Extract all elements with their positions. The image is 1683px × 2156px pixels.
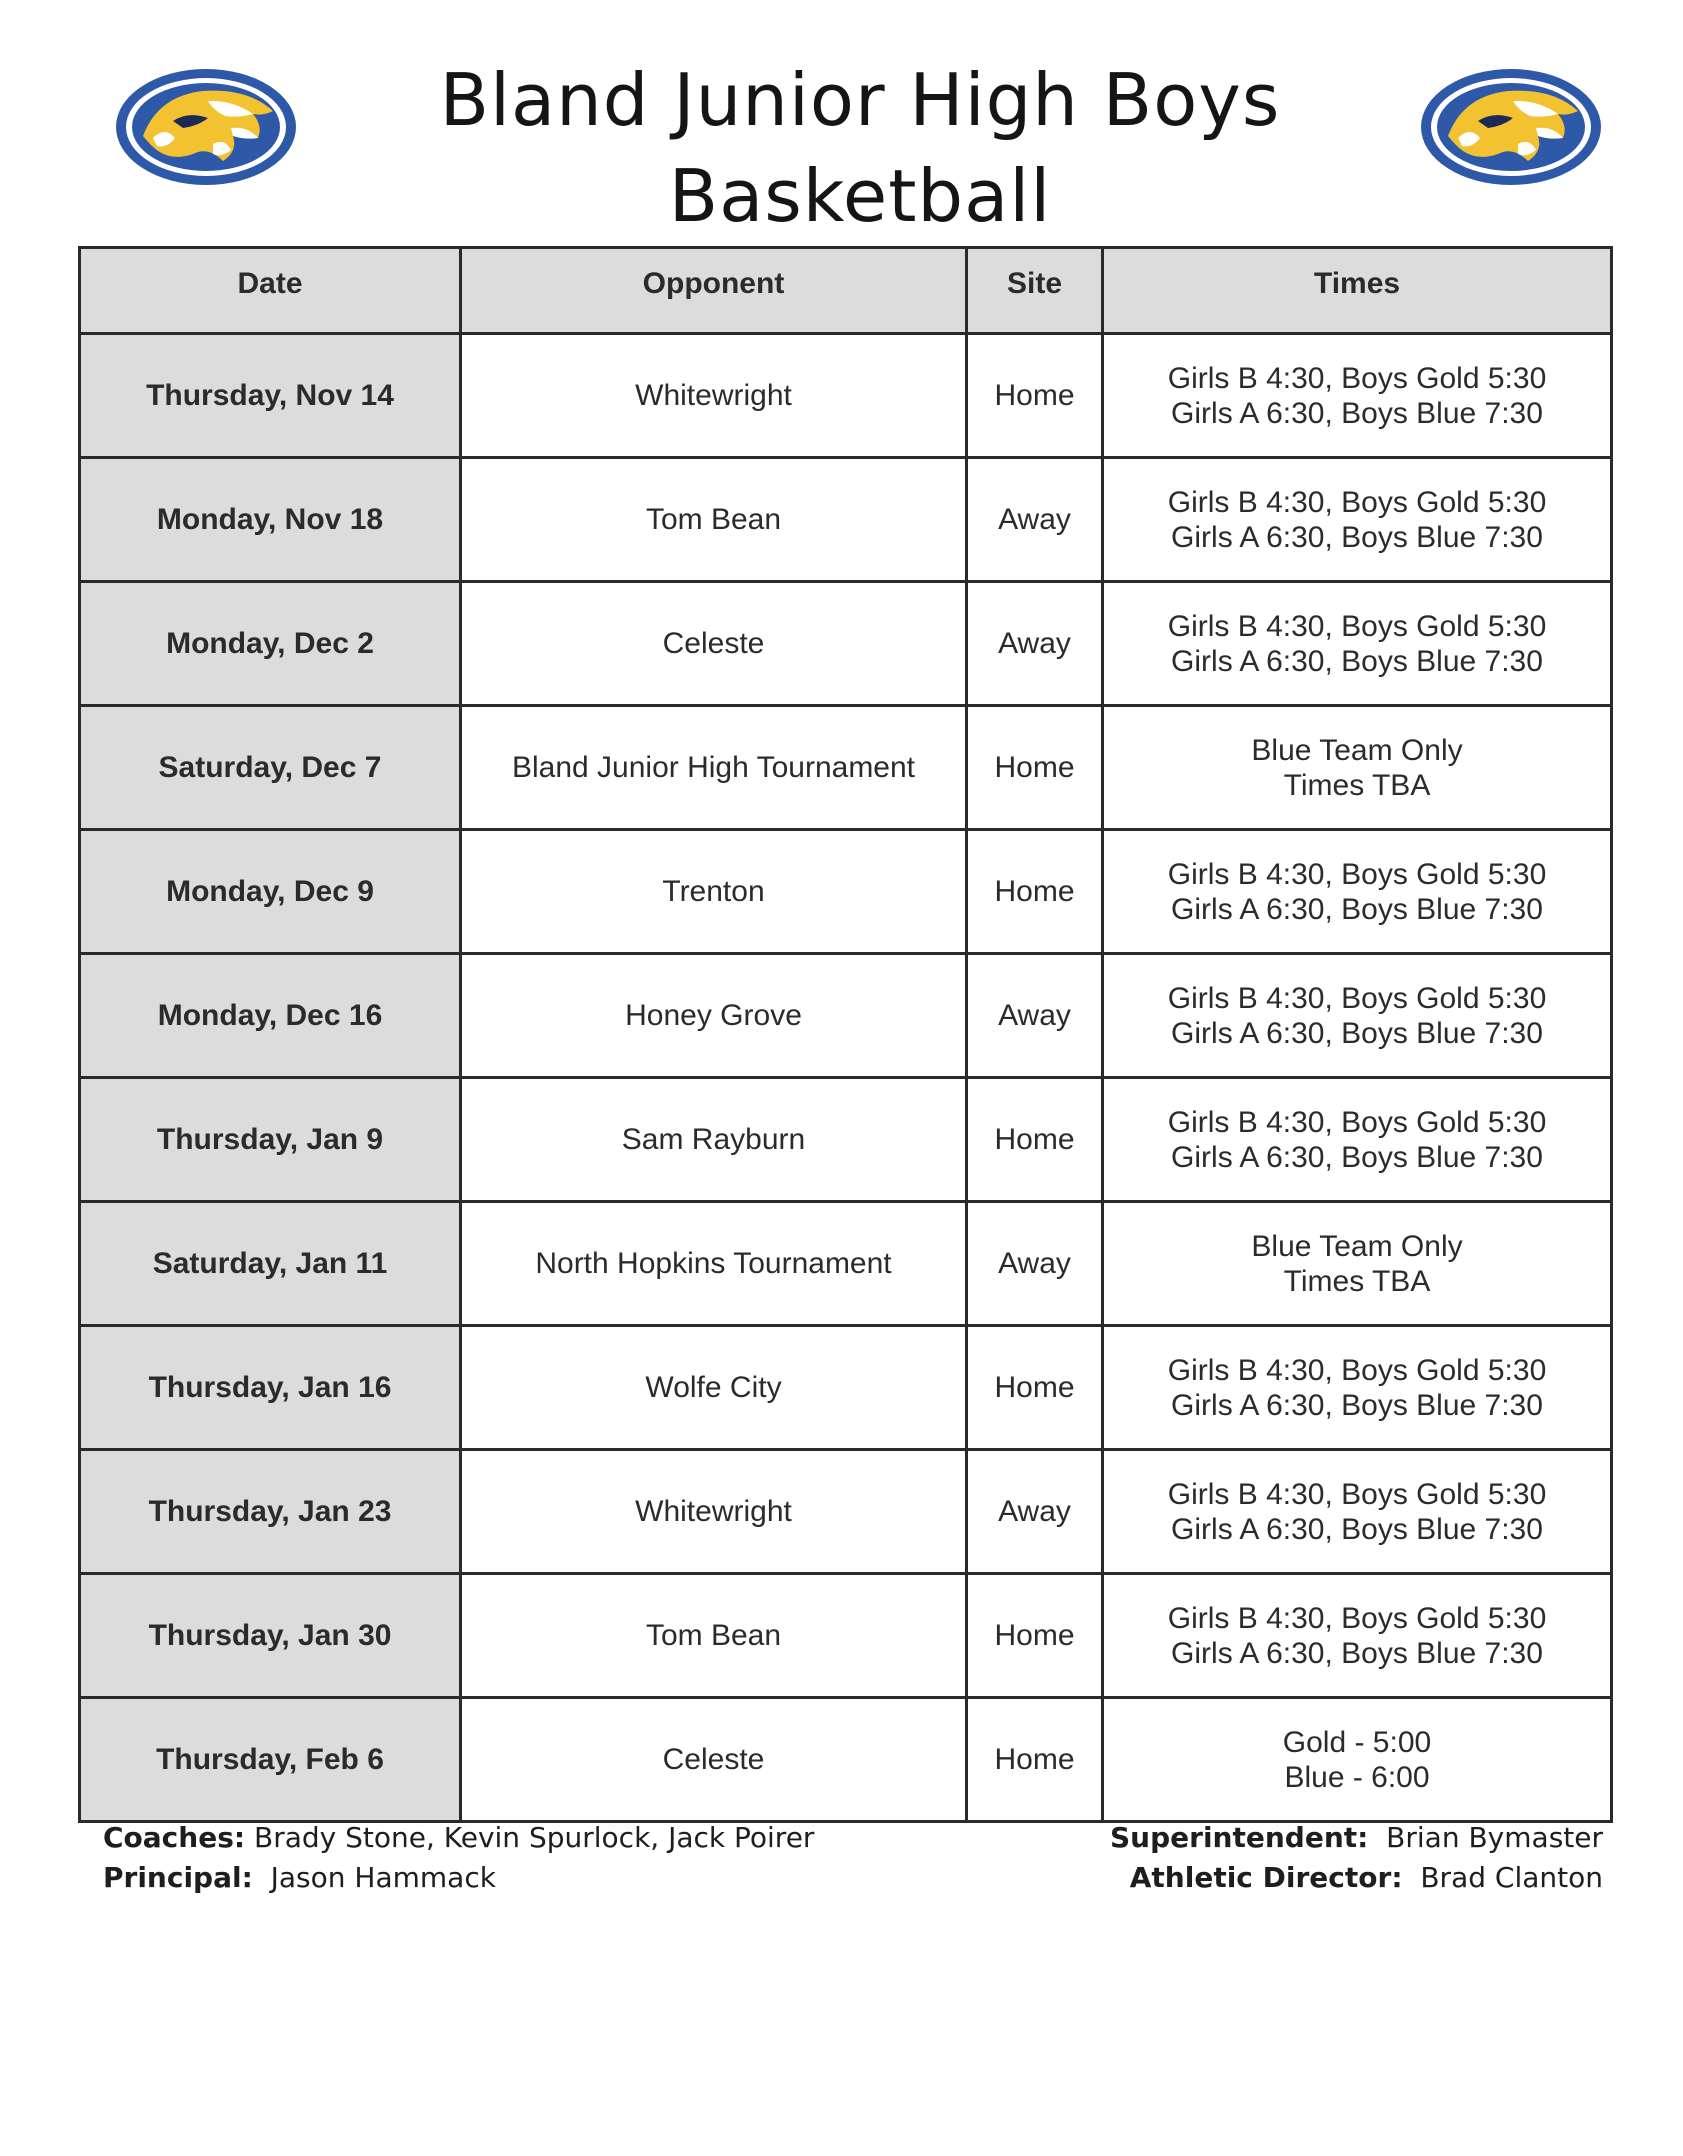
date-cell: Saturday, Jan 11 [80, 1202, 461, 1326]
times-line: Girls A 6:30, Boys Blue 7:30 [1171, 1636, 1543, 1670]
date-cell: Monday, Nov 18 [80, 458, 461, 582]
date-cell: Monday, Dec 2 [80, 582, 461, 706]
times-line: Girls A 6:30, Boys Blue 7:30 [1171, 396, 1543, 430]
title-line-2: Basketball [668, 154, 1052, 238]
times-line: Girls B 4:30, Boys Gold 5:30 [1167, 1105, 1547, 1139]
superintendent-label: Superintendent: [1110, 1821, 1369, 1854]
times-line: Times TBA [1283, 768, 1431, 802]
times-line: Girls B 4:30, Boys Gold 5:30 [1167, 609, 1547, 643]
times-cell [1103, 1202, 1612, 1326]
times-line: Blue Team Only [1251, 733, 1463, 767]
site-cell: Home [967, 706, 1103, 830]
footer-left [103, 1818, 814, 1898]
opponent-cell: Celeste [461, 1698, 967, 1822]
wildcat-logo-left [113, 66, 299, 188]
athletic-director-line [1110, 1858, 1603, 1898]
times-cell [1103, 706, 1612, 830]
page-title [300, 52, 1420, 244]
times-line: Blue Team Only [1251, 1229, 1463, 1263]
principal-line [103, 1858, 814, 1898]
opponent-cell: Bland Junior High Tournament [461, 706, 967, 830]
date-cell: Thursday, Jan 30 [80, 1574, 461, 1698]
site-cell: Home [967, 1698, 1103, 1822]
times-line: Girls B 4:30, Boys Gold 5:30 [1167, 485, 1547, 519]
times-line: Girls B 4:30, Boys Gold 5:30 [1167, 1353, 1547, 1387]
times-line: Girls A 6:30, Boys Blue 7:30 [1171, 892, 1543, 926]
date-cell: Saturday, Dec 7 [80, 706, 461, 830]
principal-value: Jason Hammack [270, 1861, 496, 1894]
date-cell: Monday, Dec 9 [80, 830, 461, 954]
table-row [80, 706, 1612, 830]
superintendent-line [1110, 1818, 1603, 1858]
times-line: Girls B 4:30, Boys Gold 5:30 [1167, 1601, 1547, 1635]
opponent-cell: Whitewright [461, 1450, 967, 1574]
times-line: Girls B 4:30, Boys Gold 5:30 [1167, 361, 1547, 395]
table-row [80, 582, 1612, 706]
date-cell: Thursday, Feb 6 [80, 1698, 461, 1822]
times-line: Girls A 6:30, Boys Blue 7:30 [1171, 1388, 1543, 1422]
date-cell: Thursday, Jan 23 [80, 1450, 461, 1574]
table-row [80, 1202, 1612, 1326]
times-cell [1103, 458, 1612, 582]
coaches-value: Brady Stone, Kevin Spurlock, Jack Poirer [253, 1821, 815, 1854]
table-row [80, 1698, 1612, 1822]
date-cell: Monday, Dec 16 [80, 954, 461, 1078]
opponent-cell: Celeste [461, 582, 967, 706]
superintendent-value: Brian Bymaster [1386, 1821, 1603, 1854]
opponent-cell: Wolfe City [461, 1326, 967, 1450]
column-header-date: Date [80, 248, 461, 334]
site-cell: Away [967, 954, 1103, 1078]
times-cell [1103, 830, 1612, 954]
opponent-cell: Trenton [461, 830, 967, 954]
table-row [80, 1574, 1612, 1698]
opponent-cell: Whitewright [461, 334, 967, 458]
table-row [80, 830, 1612, 954]
site-cell: Home [967, 830, 1103, 954]
opponent-cell: North Hopkins Tournament [461, 1202, 967, 1326]
table-row [80, 954, 1612, 1078]
date-cell: Thursday, Jan 16 [80, 1326, 461, 1450]
site-cell: Away [967, 458, 1103, 582]
times-line: Girls B 4:30, Boys Gold 5:30 [1167, 857, 1547, 891]
site-cell: Away [967, 1450, 1103, 1574]
times-line: Girls A 6:30, Boys Blue 7:30 [1171, 644, 1543, 678]
schedule-table [78, 246, 1613, 1823]
times-line: Girls B 4:30, Boys Gold 5:30 [1167, 981, 1547, 1015]
times-line: Gold - 5:00 [1282, 1725, 1432, 1759]
site-cell: Away [967, 582, 1103, 706]
times-cell [1103, 1078, 1612, 1202]
table-row [80, 334, 1612, 458]
times-line: Girls A 6:30, Boys Blue 7:30 [1171, 1016, 1543, 1050]
opponent-cell: Tom Bean [461, 1574, 967, 1698]
title-line-1: Bland Junior High Boys [439, 58, 1281, 142]
athletic-director-label: Athletic Director: [1129, 1861, 1403, 1894]
site-cell: Home [967, 334, 1103, 458]
times-line: Girls A 6:30, Boys Blue 7:30 [1171, 520, 1543, 554]
footer-right [1110, 1818, 1603, 1898]
times-cell [1103, 1450, 1612, 1574]
column-header-site: Site [967, 248, 1103, 334]
opponent-cell: Honey Grove [461, 954, 967, 1078]
date-cell: Thursday, Jan 9 [80, 1078, 461, 1202]
times-line: Girls A 6:30, Boys Blue 7:30 [1171, 1512, 1543, 1546]
times-cell [1103, 582, 1612, 706]
site-cell: Away [967, 1202, 1103, 1326]
wildcat-logo-right [1418, 66, 1604, 188]
table-header-row [80, 248, 1612, 334]
times-line: Times TBA [1283, 1264, 1431, 1298]
table-row [80, 1078, 1612, 1202]
principal-label: Principal: [103, 1861, 253, 1894]
times-line: Girls A 6:30, Boys Blue 7:30 [1171, 1140, 1543, 1174]
opponent-cell: Tom Bean [461, 458, 967, 582]
column-header-opponent: Opponent [461, 248, 967, 334]
coaches-line [103, 1818, 814, 1858]
column-header-times: Times [1103, 248, 1612, 334]
times-cell [1103, 1698, 1612, 1822]
table-row [80, 1450, 1612, 1574]
site-cell: Home [967, 1574, 1103, 1698]
opponent-cell: Sam Rayburn [461, 1078, 967, 1202]
athletic-director-value: Brad Clanton [1420, 1861, 1603, 1894]
date-cell: Thursday, Nov 14 [80, 334, 461, 458]
table-row [80, 458, 1612, 582]
times-cell [1103, 334, 1612, 458]
site-cell: Home [967, 1326, 1103, 1450]
times-cell [1103, 954, 1612, 1078]
coaches-label: Coaches: [103, 1821, 246, 1854]
times-cell [1103, 1574, 1612, 1698]
times-line: Blue - 6:00 [1284, 1760, 1430, 1794]
table-row [80, 1326, 1612, 1450]
site-cell: Home [967, 1078, 1103, 1202]
times-cell [1103, 1326, 1612, 1450]
times-line: Girls B 4:30, Boys Gold 5:30 [1167, 1477, 1547, 1511]
